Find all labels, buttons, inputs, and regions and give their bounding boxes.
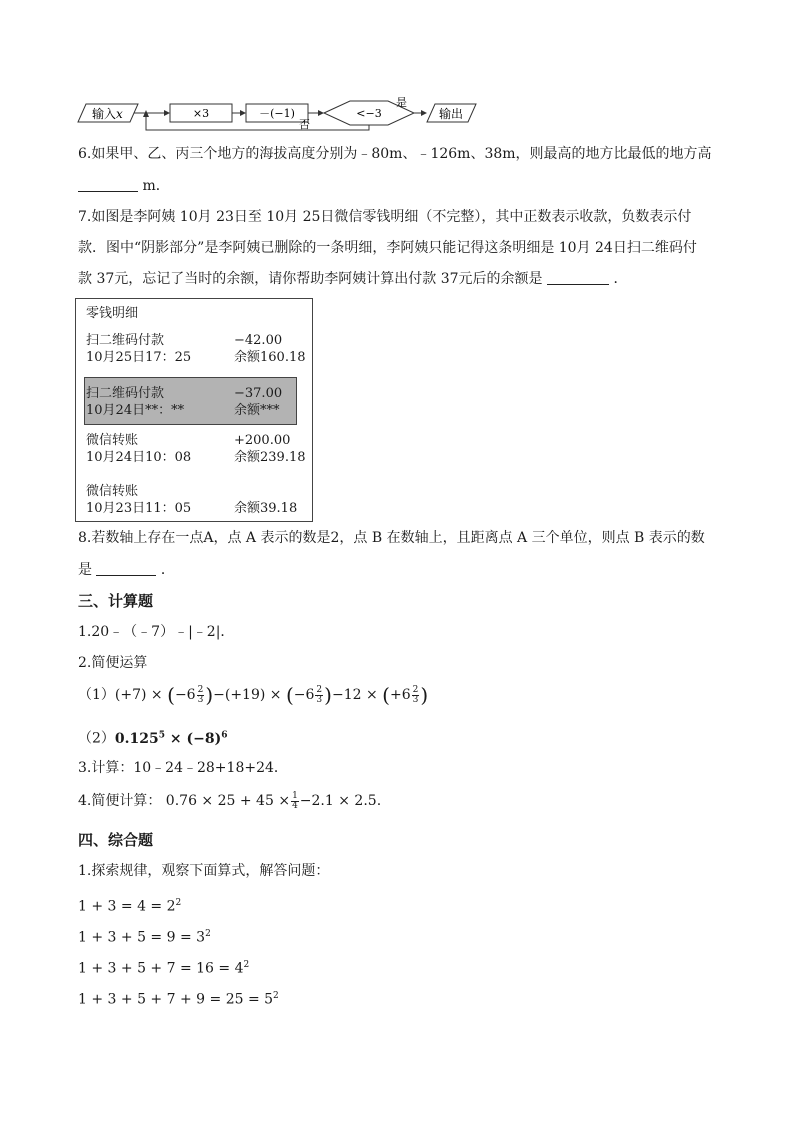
section-3-problem-3: 3.计算：10﹣24﹣28+18+24． (78, 760, 288, 776)
flow-yes-label: 是 (396, 96, 407, 109)
wallet-detail-figure (75, 298, 313, 522)
section-4-heading: 四、综合题 (78, 831, 154, 849)
record-type: 扫二维码付款 (86, 333, 165, 348)
section-3-problem-4: 4.简便计算： 0.76 × 25 + 45 × $\frac{1}{4}$ −2.1 × 2.5. (78, 790, 382, 811)
question-6 (78, 144, 712, 164)
record-amount: −42.00 (234, 333, 283, 348)
record-time: 10月24日10：08 (86, 450, 192, 465)
record-time: 10月23日11：05 (86, 501, 192, 516)
record-balance: 余额239.18 (234, 450, 306, 465)
question-6-answer-line (78, 176, 170, 196)
pattern-equation-4: $1 + 3 + 5 + 7 + 9 = 25 = 5^2$ (78, 991, 279, 1008)
record-amount: +200.00 (234, 433, 291, 448)
flow-step-subtract-label: －(−1) (259, 107, 295, 120)
question-6-text: 6.如果甲、乙、丙三个地方的海拔高度分别为﹣80m、﹣126m、38m，则最高的地方比最低的地方高 (78, 146, 712, 162)
wallet-title: 零钱明细 (86, 306, 139, 321)
sub-label: （2） (78, 730, 115, 747)
question-8-text: 是 (78, 562, 92, 578)
question-7-line-2: 款．图中“阴影部分”是李阿姨已删除的一条明细，李阿姨只能记得这条明细是 10月 24日扫二维码付 (78, 240, 697, 256)
answer-blank[interactable] (96, 561, 156, 576)
flowchart (76, 96, 496, 142)
flow-decision-label: <−3 (356, 107, 382, 120)
question-6-unit: m． (142, 178, 170, 194)
section-3-problem-1: 1.20﹣（﹣7）﹣|﹣2|． (78, 624, 235, 640)
flow-no-label: 否 (299, 118, 310, 131)
question-7-period: ． (613, 271, 628, 287)
answer-blank[interactable] (547, 270, 609, 285)
record-time: 10月24日**：** (86, 403, 185, 418)
sub-label: （1） (78, 687, 115, 703)
record-balance: 余额39.18 (234, 501, 298, 516)
question-8-period: ． (160, 562, 175, 578)
answer-blank[interactable] (78, 177, 138, 192)
section-3-problem-2-2: $(2)0.125^5 \times (-8)^6$ (78, 730, 228, 747)
question-7-line-3-text: 款 37元，忘记了当时的余额，请你帮助李阿姨计算出付款 37元后的余额是 (78, 271, 543, 287)
question-8-line-1: 8.若数轴上存在一点A，点 A 表示的数是2，点 B 在数轴上，且距离点 A 三个单位，则点 B 表示的数 (78, 530, 705, 546)
problem-4-label: 4.简便计算： (78, 793, 162, 809)
flow-step-multiply-label: ×3 (192, 107, 210, 120)
section-3-heading: 三、计算题 (78, 592, 154, 610)
record-balance: 余额*** (234, 403, 280, 418)
pattern-equation-1: $1 + 3 = 4 = 2^2$ (78, 898, 182, 915)
section-3-problem-2-1: （1）(+7) × (−6 $\frac{2}{3}$ )−(+19) × (−6 $\frac{2}{3}$ )−12 × (+6 $\frac{2}{3}$ ) (78, 683, 429, 707)
flow-output-label: 输出 (438, 107, 464, 121)
flow-input-label: 输入x (92, 107, 123, 121)
record-type: 扫二维码付款 (86, 386, 165, 401)
record-amount: −37.00 (234, 386, 283, 401)
record-time: 10月25日17：25 (86, 350, 192, 365)
question-8-line-2 (78, 560, 175, 580)
pattern-equation-3: $1 + 3 + 5 + 7 = 16 = 4^2$ (78, 960, 250, 977)
pattern-equation-2: $1 + 3 + 5 = 9 = 3^2$ (78, 929, 211, 946)
record-type: 微信转账 (86, 484, 139, 499)
section-4-problem-1: 1.探索规律，观察下面算式，解答问题： (78, 863, 330, 879)
record-type: 微信转账 (86, 433, 139, 448)
record-balance: 余额160.18 (234, 350, 306, 365)
section-3-problem-2-title: 2.简便运算 (78, 655, 148, 671)
question-7-line-1: 7.如图是李阿姨 10月 23日至 10月 25日微信零钱明细（不完整），其中正数表示收款，负数表示付 (78, 209, 692, 225)
question-7-line-3 (78, 269, 627, 289)
